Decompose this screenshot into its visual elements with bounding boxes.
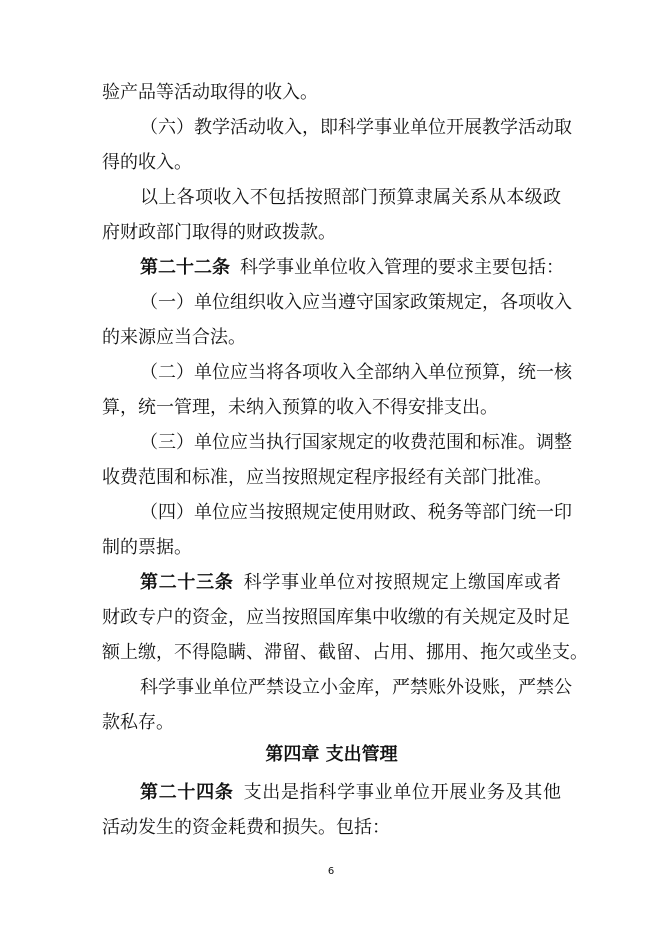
text-line <box>102 425 572 460</box>
article-number: 第二十四条 <box>140 782 234 803</box>
line-text: 的来源应当合法。 <box>102 327 246 348</box>
chapter-heading <box>102 735 561 775</box>
text-line <box>102 215 561 250</box>
line-text: 以上各项收入不包括按照部门预算隶属关系从本级政 <box>140 187 561 208</box>
line-text: 验产品等活动取得的收入。 <box>102 82 318 103</box>
text-line <box>102 180 561 215</box>
line-text: 活动发生的资金耗费和损失。包括： <box>102 817 390 838</box>
line-text: 科学事业单位对按照规定上缴国库或者 <box>243 572 562 593</box>
text-line <box>102 810 561 845</box>
text-line <box>102 390 561 425</box>
text-line <box>102 670 572 705</box>
article-number: 第二十三条 <box>140 572 234 593</box>
page-number: 6 <box>327 866 335 877</box>
line-text: 财政专户的资金，应当按照国库集中收缴的有关规定及时足 <box>102 607 570 628</box>
text-line <box>102 565 561 600</box>
line-text: （二）单位应当将各项收入全部纳入单位预算，统一核 <box>140 362 572 383</box>
text-line <box>102 355 572 390</box>
text-line <box>102 250 564 285</box>
text-line <box>102 635 588 670</box>
text-line <box>102 600 570 635</box>
line-text: （六）教学活动收入，即科学事业单位开展教学活动取 <box>140 117 572 138</box>
article-number: 第二十二条 <box>140 257 230 278</box>
text-line <box>102 285 572 320</box>
line-text: （三）单位应当执行国家规定的收费范围和标准。调整 <box>140 432 572 453</box>
text-line <box>102 775 561 810</box>
text-line <box>102 320 561 355</box>
line-text: 收费范围和标准，应当按照规定程序报经有关部门批准。 <box>102 467 552 488</box>
line-text: 得的收入。 <box>102 152 192 173</box>
line-text: 第四章 支出管理 <box>265 744 398 765</box>
line-text: 算，统一管理，未纳入预算的收入不得安排支出。 <box>102 397 498 418</box>
line-text: （四）单位应当按照规定使用财政、税务等部门统一印 <box>140 502 572 523</box>
text-line <box>102 460 561 495</box>
text-line <box>102 145 561 180</box>
text-line <box>102 530 561 565</box>
line-text: 制的票据。 <box>102 537 192 558</box>
line-text: 额上缴，不得隐瞒、滞留、截留、占用、挪用、拖欠或坐支。 <box>102 642 588 663</box>
line-text: 支出是指科学事业单位开展业务及其他 <box>243 782 562 803</box>
line-text: （一）单位组织收入应当遵守国家政策规定，各项收入 <box>140 292 572 313</box>
text-line <box>102 75 561 110</box>
line-text: 款私存。 <box>102 712 174 733</box>
text-line <box>102 110 572 145</box>
line-text: 府财政部门取得的财政拨款。 <box>102 222 336 243</box>
line-text: 科学事业单位收入管理的要求主要包括： <box>240 257 564 278</box>
line-text: 科学事业单位严禁设立小金库，严禁账外设账，严禁公 <box>140 677 572 698</box>
text-line <box>102 495 572 530</box>
document-body <box>102 75 588 845</box>
